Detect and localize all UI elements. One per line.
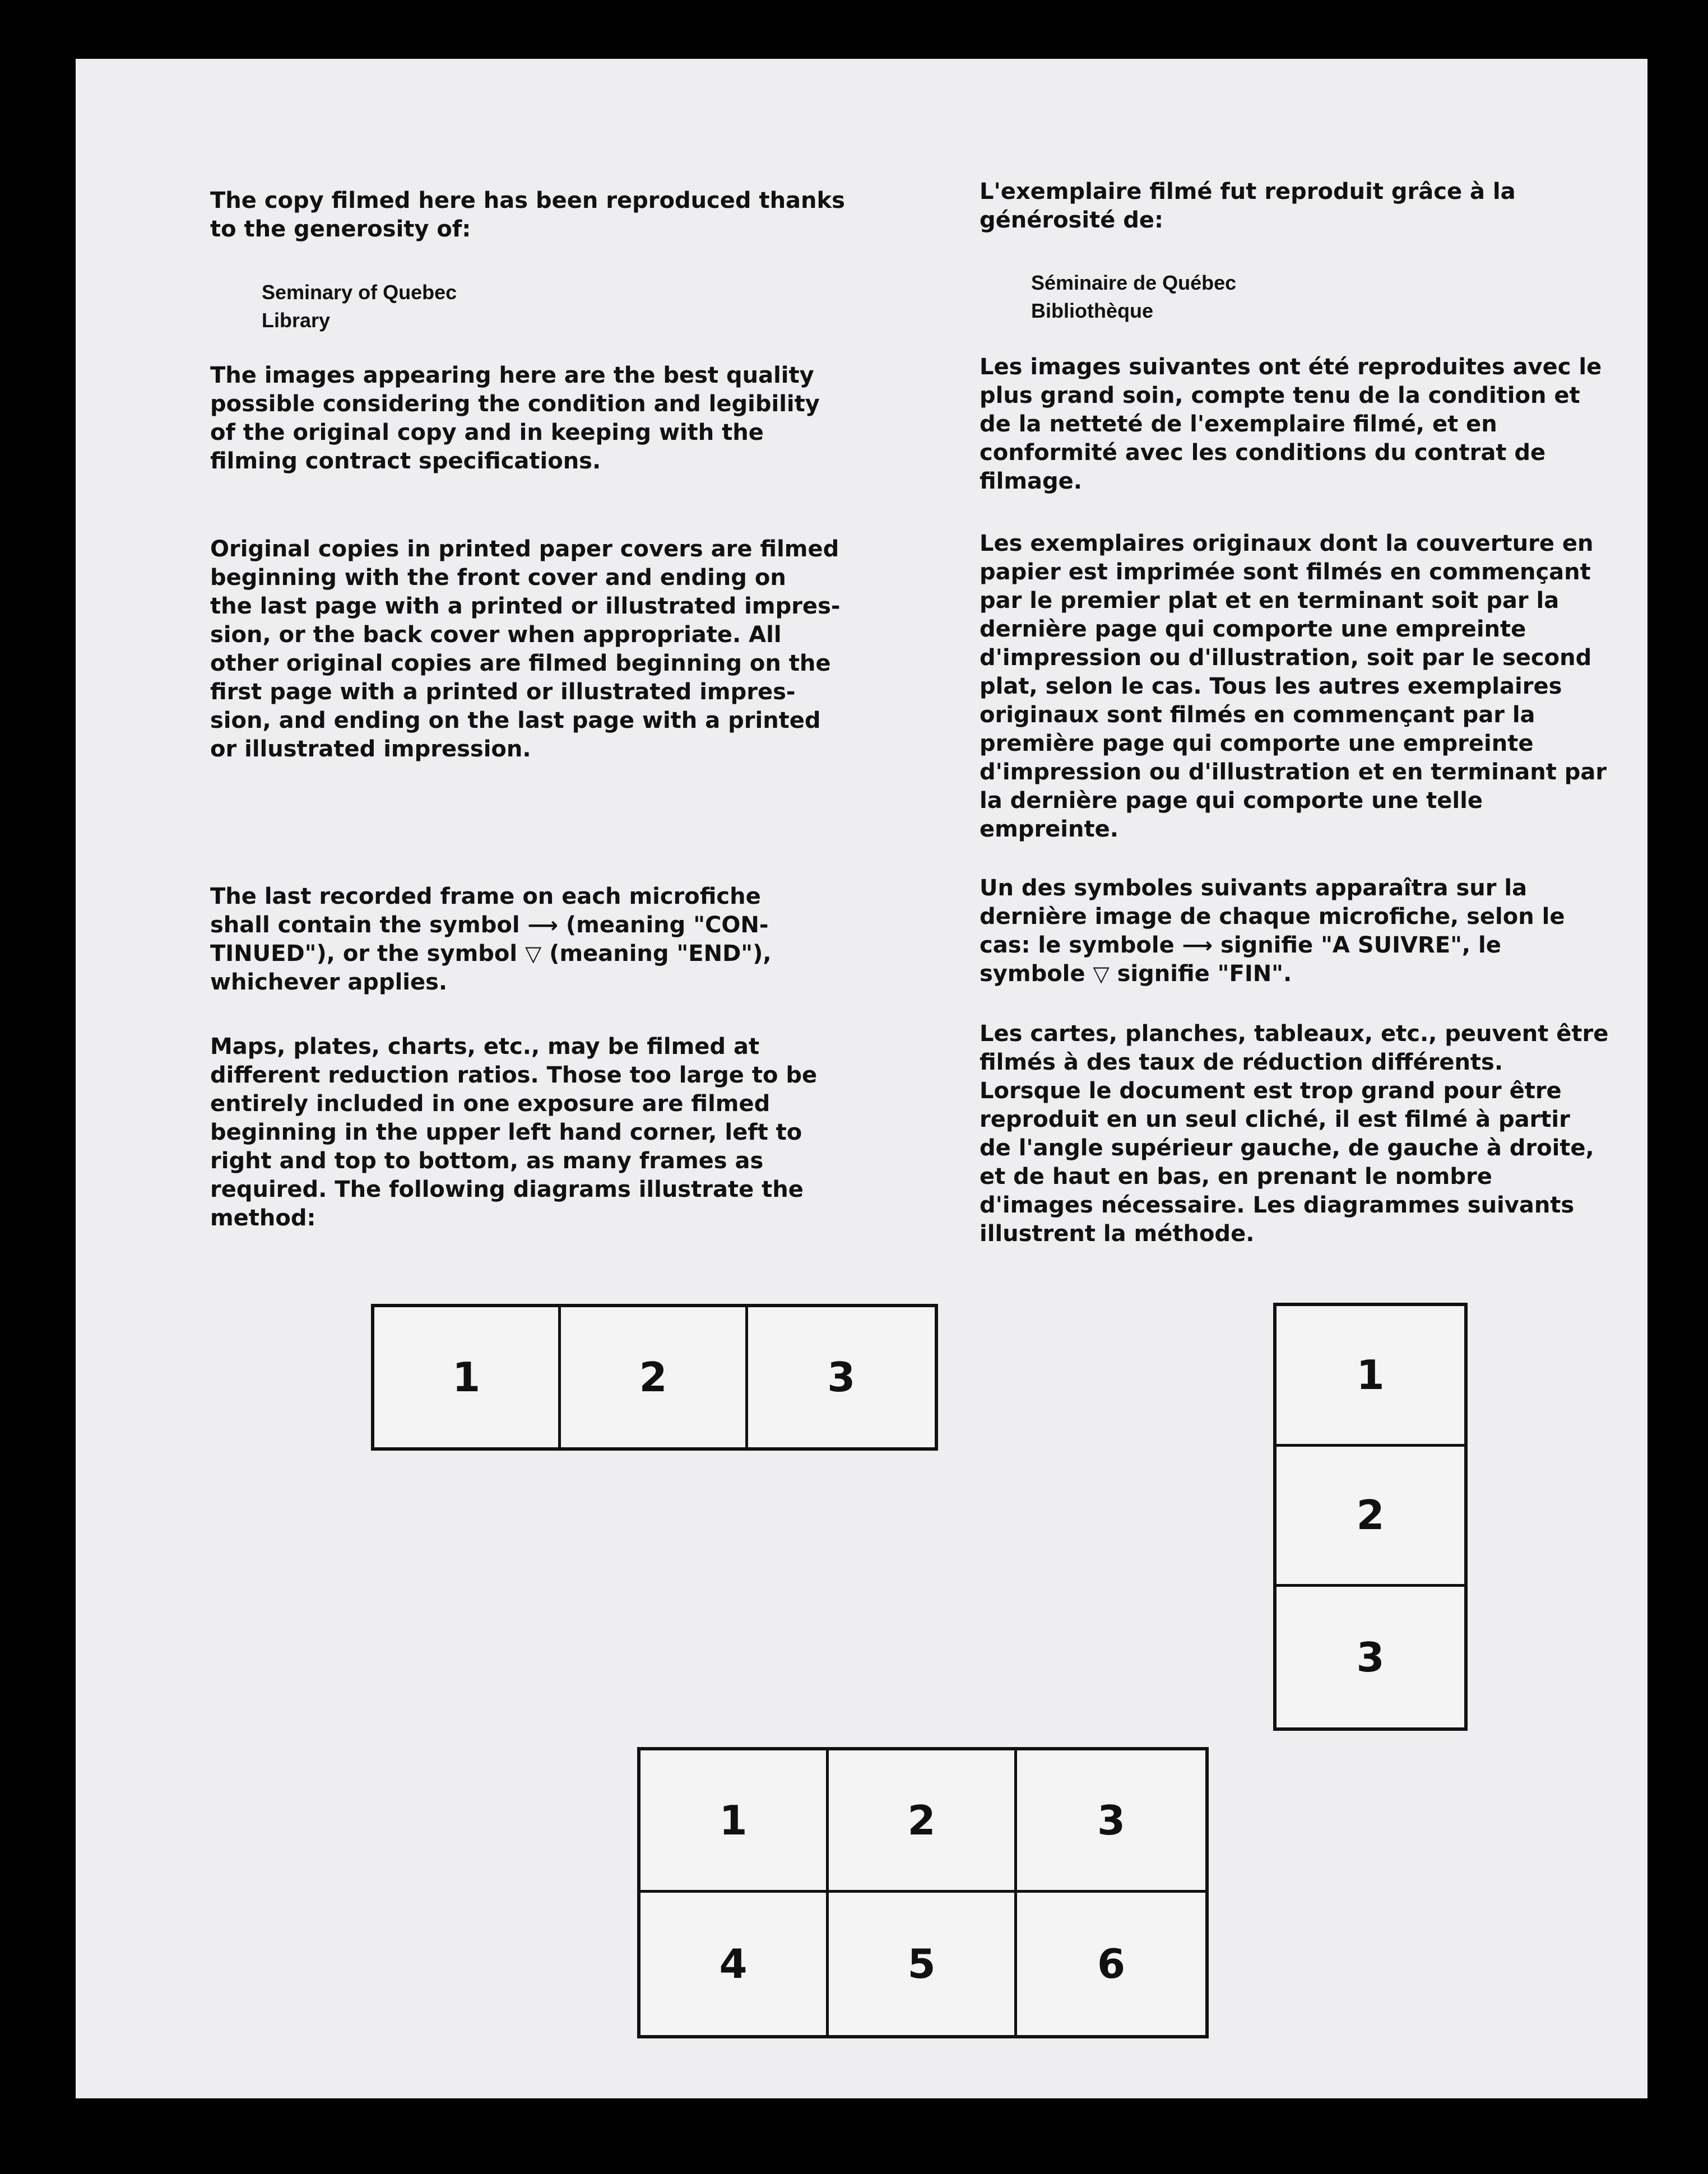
french-thanks: L'exemplaire filmé fut reproduit grâce à la générosité de: — [980, 179, 1516, 233]
diagram-grid — [637, 1747, 1209, 2038]
frame-cell: 2 — [829, 1750, 1017, 1893]
english-library: Seminary of Quebec Library — [262, 281, 457, 332]
frame-cell: 3 — [1356, 1633, 1385, 1681]
frame-cell: 2 — [1277, 1447, 1464, 1587]
english-maps: Maps, plates, charts, etc., may be filmed at different reduction ratios. Those too large to be entirely included in one exposure are filmed beginning in the upper left hand corner, left to right and top to bottom, as many frames as required. The following diagrams illustrate the method: — [210, 1034, 818, 1231]
english-symbols-text-a: The last recorded frame on each microfiche shall contain the symbol — [210, 884, 761, 938]
end-triangle-icon: ▽ — [1093, 961, 1110, 986]
diagram-horizontal — [371, 1304, 938, 1451]
french-symbols-text-a: Un des symboles suivants apparaîtra sur la dernière image de chaque microfiche, selon le cas: le symbole — [980, 875, 1565, 958]
frame-cell: 6 — [1097, 1940, 1126, 1987]
frame-cell: 1 — [640, 1750, 829, 1893]
frame-cell: 2 — [561, 1307, 748, 1447]
english-quality: The images appearing here are the best quality possible considering the condition and legibility of the original copy and in keeping with the filming contract specifications. — [210, 363, 820, 474]
french-maps: Les cartes, planches, tableaux, etc., peuvent être filmés à des taux de réduction différents. Lorsque le document est trop grand pour être reproduit en un seul cliché, il est filmé à partir de l'angle supérieur gauche, de gauche à droite, et de haut en bas, en prenant le nombre d'images nécessaire. Les diagrammes suivants illustrent la méthode. — [980, 1021, 1609, 1247]
english-symbols-text-c: (meaning "END"), whichever applies. — [210, 941, 772, 995]
frame-cell: 5 — [829, 1893, 1017, 2035]
french-symbols-text-b: signifie "A SUIVRE", le symbole — [980, 932, 1501, 987]
diagram-vertical — [1273, 1303, 1468, 1731]
english-symbols-text-b: (meaning "CON- TINUED"), or the symbol — [210, 912, 769, 967]
frame-cell: 3 — [1017, 1750, 1205, 1893]
french-symbols — [980, 874, 1565, 988]
french-quality: Les images suivantes ont été reproduites avec le plus grand soin, compte tenu de la condition et de la netteté de l'exemplaire filmé, et en conformité avec les conditions du contrat de filmage. — [980, 354, 1602, 494]
frame-cell: 1 — [374, 1307, 561, 1447]
filmed-page — [76, 59, 1647, 2098]
end-triangle-icon: ▽ — [525, 941, 542, 966]
english-symbols — [210, 882, 772, 997]
frame-cell: 3 — [827, 1354, 856, 1401]
continued-arrow-icon: ⟶ — [527, 913, 558, 937]
french-originals: Les exemplaires originaux dont la couverture en papier est imprimée sont filmés en commençant par le premier plat et en terminant soit par la dernière page qui comporte une empreinte d'impression ou d'illustration, soit par le second plat, selon le cas. Tous les autres exemplaires originaux sont filmés en commençant par la première page qui comporte une empreinte d'impression ou d'illustration et en terminant par la dernière page qui comporte une telle empreinte. — [980, 531, 1607, 842]
french-symbols-text-c: signifie "FIN". — [1109, 961, 1292, 987]
frame-cell: 1 — [1277, 1306, 1464, 1447]
frame-cell: 4 — [640, 1893, 829, 2035]
french-library: Séminaire de Québec Bibliothèque — [1031, 271, 1237, 322]
continued-arrow-icon: ⟶ — [1182, 933, 1213, 958]
english-originals: Original copies in printed paper covers are filmed beginning with the front cover and ending on the last page with a printed or illustrated impres- sion, or the back cover when appropriate. All other original copies are filmed beginning on the first page with a printed or illustrated impres- sion, and ending on the last page with a printed or illustrated impression. — [210, 536, 841, 762]
english-thanks: The copy filmed here has been reproduced thanks to the generosity of: — [210, 188, 845, 242]
